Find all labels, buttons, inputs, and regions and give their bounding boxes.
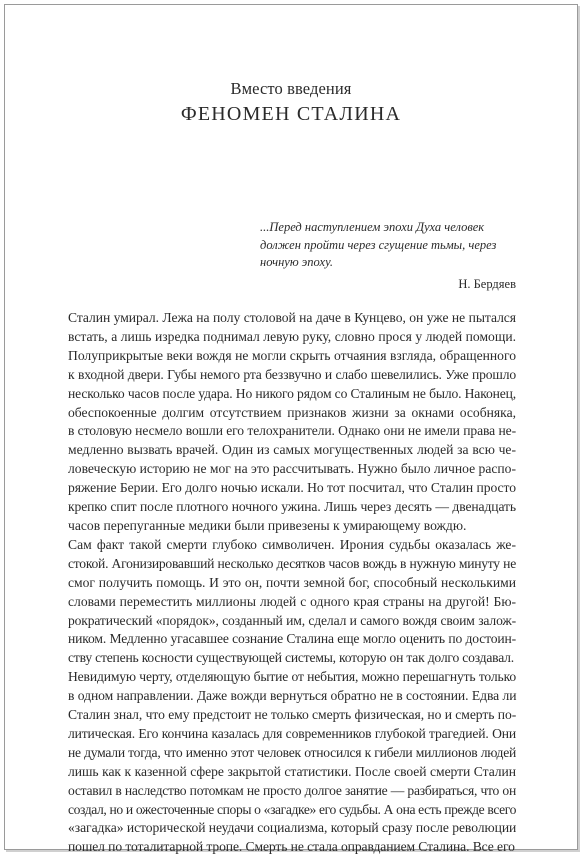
paragraph (50, 309, 516, 536)
paragraph (50, 536, 516, 668)
text-line: стокой. Агонизировавший несколько десятков часов вождь в нужную минуту не (68, 555, 516, 571)
text-line: крепко спит после плотного ночного ужина. Лишь через десять — двенадцать (68, 499, 516, 515)
text-line: рократический «порядок», созданный им, сделал и самого вождя своим залож- (68, 612, 516, 628)
chapter-heading (5, 79, 577, 126)
text-line: ству степень косности существующей системы, которую он так долго создавал. (68, 650, 514, 666)
body-text (50, 309, 516, 857)
text-line: часов перепуганные медики были привезены к умирающему вождю. (68, 517, 467, 533)
text-line: в столовую несмело вошли его телохранители. Однако они не имели права не- (68, 423, 516, 439)
text-line: словами переместить миллионы людей с одного края страны на другой! Бю- (68, 593, 516, 609)
epigraph (260, 219, 516, 293)
text-line: обеспокоенные долгим отсутствием признаков жизни за окнами особняка, (68, 404, 516, 420)
text-line: смог получить помощь. И это он, почти земной бог, способный несколькими (68, 574, 516, 590)
epigraph-line: ночную эпоху. (260, 255, 333, 269)
text-line: встать, а лишь изредка поднимал левую руку, словно прося у людей помощи. (68, 328, 516, 344)
paragraph (50, 668, 516, 857)
epigraph-line: ...Перед наступлением эпохи Духа человек (260, 220, 485, 234)
text-line: ником. Медленно угасавшее сознание Сталина еще могло оценить по достоин- (68, 631, 516, 647)
text-line: лишь как к казенной сфере закрытой статистики. После своей смерти Сталин (68, 763, 516, 779)
text-line: Сталин умирал. Лежа на полу столовой на даче в Кунцево, он уже не пытался (68, 310, 516, 325)
text-line: Сталин знал, что ему предстоит не только смерть физическая, но и смерть по- (68, 707, 517, 723)
text-line: ловеческую историю не мог на это рассчитывать. Нужно было личное распо- (68, 461, 516, 477)
text-line: Полуприкрытые веки вождя не могли скрыть отчаяния взгляда, обращенного (68, 347, 516, 363)
epigraph-author: Н. Бердяев (458, 276, 516, 291)
epigraph-line: должен пройти через сгущение тьмы, через (260, 237, 497, 252)
text-line: в одном направлении. Даже вожди вернуться обратно не в состоянии. Едва ли (68, 688, 517, 704)
text-line: медленно вызвать врачей. Один из самых могущественных людей за всю че- (68, 442, 516, 458)
text-line: Невидимую черту, отделяющую бытие от небытия, можно перешагнуть только (68, 669, 516, 685)
text-line: ряжение Берии. Его долго ночью искали. Но тот посчитал, что Сталин просто (68, 480, 516, 496)
text-line: оставил в наследство потомкам не просто долгое занятие — разбираться, что он (68, 782, 516, 798)
chapter-title: ФЕНОМЕН СТАЛИНА (180, 103, 402, 125)
text-line: не думали тогда, что именно этот человек относился к гибели миллионов людей (68, 744, 516, 760)
chapter-subtitle: Вместо введения (230, 79, 352, 98)
text-line: литическая. Его кончина казалась для современников глубокой трагедией. Они (68, 725, 516, 741)
text-line: Сам факт такой смерти глубоко символичен. Ирония судьбы оказалась же- (68, 536, 516, 552)
text-line: создал, но и ожесточенные споры о «загадке» его судьбы. А она есть прежде всего (68, 801, 516, 817)
text-line: к входной двери. Губы немого рта беззвучно и слабо шевелились. Уже прошло (68, 366, 516, 382)
text-line: «загадка» исторической неудачи социализма, который сразу после революции (68, 820, 517, 836)
text-line: несколько часов после удара. Но никого рядом со Сталиным не было. Наконец, (68, 385, 516, 401)
book-page (4, 4, 578, 855)
text-line: пошел по тоталитарной тропе. Смерть не стала оправданием Сталина. Все его (68, 839, 515, 855)
